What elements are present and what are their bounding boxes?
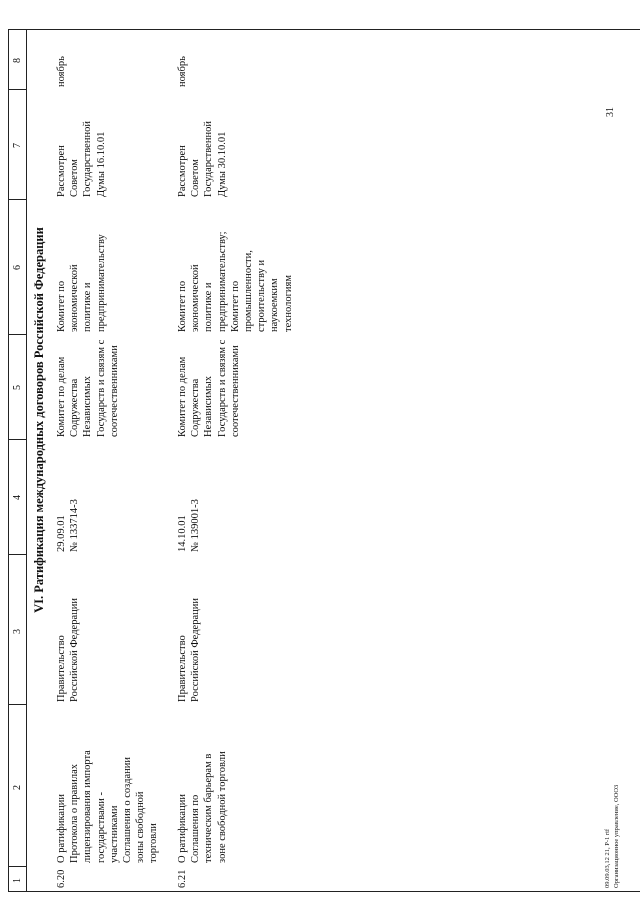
row-submitted: 14.10.01 № 139001-3: [177, 499, 202, 552]
col-divider: [8, 199, 26, 200]
row-initiator: Правительство Российской Федерации: [56, 598, 81, 702]
row-title: О ратификации Соглашения по техническим барьерам в зоне свободной торговли: [177, 751, 228, 863]
row-number: 6.20: [56, 869, 67, 888]
page-number: 31: [605, 107, 616, 117]
row-status: Рассмотрен Советом Государственной Думы 16.10.01: [56, 121, 107, 197]
row-status: Рассмотрен Советом Государственной Думы 30.10.01: [177, 121, 228, 197]
col-divider: [8, 334, 26, 335]
footer-line: 09.09.03,12 21, Р-1 rtf: [604, 828, 611, 888]
column-number: 7: [12, 143, 23, 148]
row-number: 6.21: [177, 869, 188, 888]
column-number: 3: [12, 629, 23, 634]
col-divider: [8, 866, 26, 867]
section-title: VI. Ратификация международных договоров Российской Федерации: [32, 227, 46, 613]
header-bottom-border: [26, 30, 27, 892]
column-number: 8: [12, 58, 23, 63]
column-number: 4: [12, 495, 23, 500]
col-divider: [8, 439, 26, 440]
column-number: 2: [12, 785, 23, 790]
col-divider: [8, 704, 26, 705]
table-right-border: [8, 29, 640, 30]
row-title: О ратификации Протокола о правилах лицензирования импорта государствами - участниками Соглашения о создании зоны свободной торговли: [56, 750, 160, 863]
column-number: 1: [12, 878, 23, 883]
row-co-committee: Комитет по экономической политике и предпринимательству: [56, 234, 107, 332]
table-top-border: [8, 30, 9, 892]
row-committee: Комитет по делам Содружества Независимых Государств и связям с соотечественниками: [177, 339, 241, 437]
row-month: ноябрь: [56, 56, 67, 87]
footer-line: Организационное управление, ООО3: [613, 784, 620, 888]
column-number: 5: [12, 385, 23, 390]
col-divider: [8, 89, 26, 90]
row-submitted: 29.09.01 № 133714-3: [56, 499, 81, 552]
column-number: 6: [12, 265, 23, 270]
row-initiator: Правительство Российской Федерации: [177, 598, 202, 702]
row-co-committee: Комитет по экономической политике и предпринимательству; Комитет по промышленности, строительству и наукоемким технологиям: [177, 231, 294, 332]
footer: [603, 785, 621, 888]
row-month: ноябрь: [177, 56, 188, 87]
col-divider: [8, 554, 26, 555]
table-left-border: [8, 891, 640, 892]
row-committee: Комитет по делам Содружества Независимых Государств и связям с соотечественниками: [56, 339, 120, 437]
